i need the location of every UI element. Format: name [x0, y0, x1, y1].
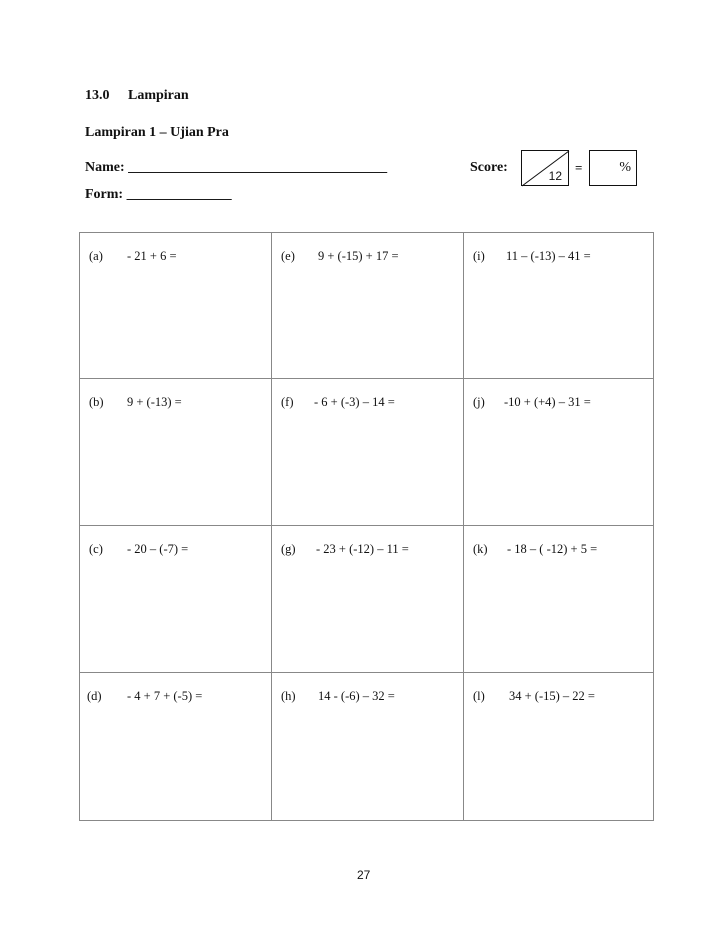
question-cell-f[interactable]	[272, 379, 464, 526]
section-number: 13.0	[85, 88, 110, 103]
name-label: Name:	[85, 160, 125, 175]
question-cell-i[interactable]	[464, 233, 653, 379]
question-expression: 14 - (-6) – 32 =	[318, 689, 395, 703]
question-expression: - 23 + (-12) – 11 =	[316, 542, 409, 556]
question-label: (g)	[281, 542, 296, 556]
percent-box[interactable]	[589, 150, 637, 186]
question-cell-a[interactable]	[80, 233, 272, 379]
question-label: (j)	[473, 395, 485, 409]
score-divider-line	[522, 151, 570, 187]
question-label: (b)	[89, 395, 104, 409]
question-expression: - 4 + 7 + (-5) =	[127, 689, 203, 703]
question-expression: - 6 + (-3) – 14 =	[314, 395, 395, 409]
question-label: (k)	[473, 542, 488, 556]
question-cell-e[interactable]	[272, 233, 464, 379]
question-expression: - 21 + 6 =	[127, 249, 177, 263]
name-blank[interactable]: _____________________________________	[128, 160, 388, 175]
percent-sign: %	[619, 160, 631, 175]
score-box[interactable]	[521, 150, 569, 186]
question-cell-l[interactable]	[464, 673, 653, 820]
appendix-subtitle: Lampiran 1 – Ujian Pra	[85, 125, 229, 140]
page-number: 27	[357, 868, 371, 882]
question-expression: - 18 – ( -12) + 5 =	[507, 542, 598, 556]
question-label: (l)	[473, 689, 485, 703]
question-expression: 9 + (-15) + 17 =	[318, 249, 399, 263]
question-expression: 11 – (-13) – 41 =	[506, 249, 591, 263]
question-cell-j[interactable]	[464, 379, 653, 526]
score-denominator: 12	[548, 169, 562, 183]
question-cell-c[interactable]	[80, 526, 272, 673]
question-cell-k[interactable]	[464, 526, 653, 673]
question-cell-b[interactable]	[80, 379, 272, 526]
question-label: (d)	[87, 689, 102, 703]
question-cell-d[interactable]	[80, 673, 272, 820]
question-cell-g[interactable]	[272, 526, 464, 673]
question-label: (c)	[89, 542, 103, 556]
question-expression: 34 + (-15) – 22 =	[509, 689, 595, 703]
question-grid	[79, 232, 654, 821]
question-label: (e)	[281, 249, 295, 263]
form-label: Form:	[85, 187, 124, 202]
form-field[interactable]	[85, 187, 232, 203]
question-label: (h)	[281, 689, 296, 703]
question-label: (f)	[281, 395, 294, 409]
name-field[interactable]	[85, 160, 387, 176]
question-cell-h[interactable]	[272, 673, 464, 820]
question-expression: - 20 – (-7) =	[127, 542, 189, 556]
score-label: Score:	[470, 160, 508, 175]
section-title: Lampiran	[128, 88, 189, 103]
form-blank[interactable]: _______________	[126, 187, 232, 202]
question-expression: 9 + (-13) =	[127, 395, 182, 409]
question-label: (a)	[89, 249, 103, 263]
question-label: (i)	[473, 249, 485, 263]
equals-sign: =	[575, 160, 583, 175]
question-expression: -10 + (+4) – 31 =	[504, 395, 591, 409]
